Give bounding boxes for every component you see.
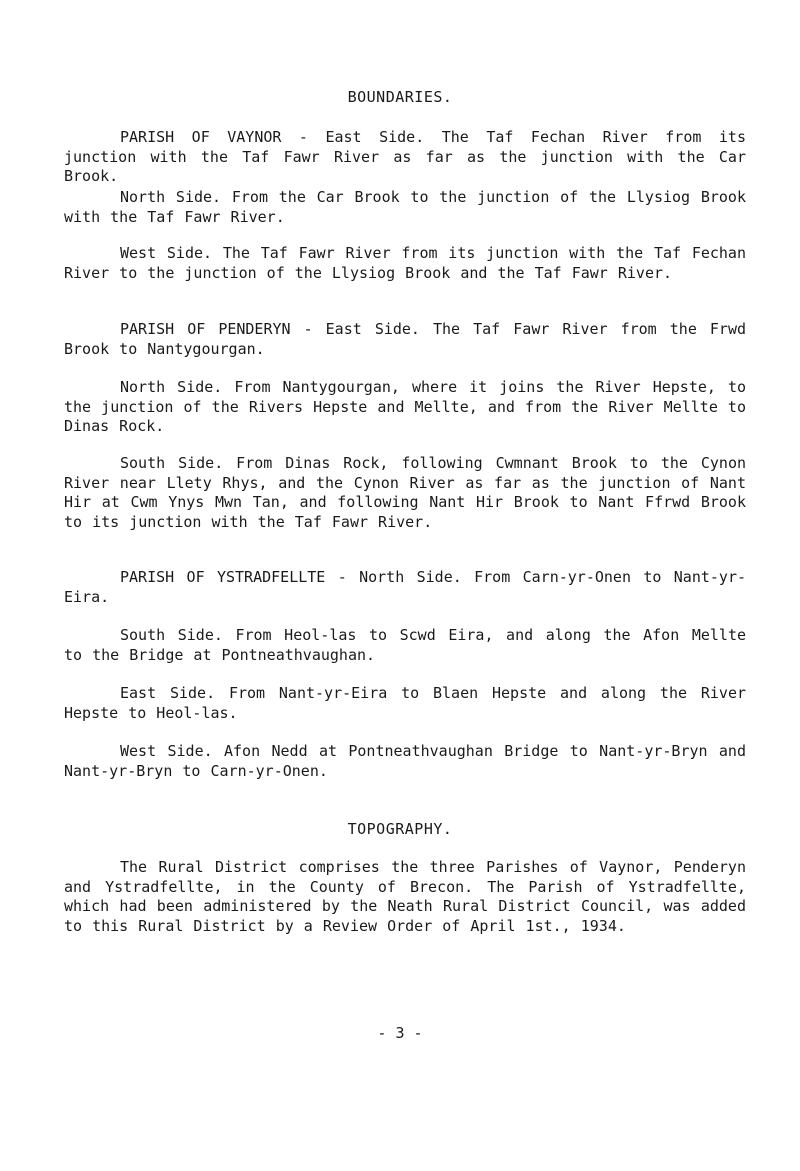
- vaynor-west-side-paragraph: West Side. The Taf Fawr River from its junction with the Taf Fechan River to the junction of the Llysiog Brook and the Taf Fawr River.: [64, 244, 746, 282]
- boundaries-heading: BOUNDARIES.: [347, 88, 453, 106]
- penderyn-north-side-paragraph: North Side. From Nantygourgan, where it joins the River Hepste, to the junction of the Rivers Hepste and Mellte, and from the River Mellte to Dinas Rock.: [64, 378, 746, 435]
- penderyn-south-side-paragraph: South Side. From Dinas Rock, following Cwmnant Brook to the Cynon River near Llety Rhys, and the Cynon River as far as the junction of Nant Hir at Cwm Ynys Mwn Tan, and following Nant Hir Brook to Nant Ffrwd Brook to its junction with the Taf Fawr River.: [64, 454, 746, 531]
- ystradfellte-north-side-paragraph: PARISH OF YSTRADFELLTE - North Side. From Carn-yr-Onen to Nant-yr-Eira.: [64, 568, 746, 606]
- topography-paragraph: The Rural District comprises the three Parishes of Vaynor, Penderyn and Ystradfellte, in the County of Brecon. The Parish of Ystradfellte, which had been administered by the Neath Rural District Council, was added to this Rural District by a Review Order of April 1st., 1934.: [64, 858, 746, 935]
- vaynor-north-side-paragraph: North Side. From the Car Brook to the junction of the Llysiog Brook with the Taf Fawr River.: [64, 188, 746, 226]
- vaynor-east-side-paragraph: PARISH OF VAYNOR - East Side. The Taf Fechan River from its junction with the Taf Fawr River as far as the junction with the Car Brook.: [64, 128, 746, 185]
- page-number: - 3 -: [377, 1024, 423, 1042]
- ystradfellte-south-side-paragraph: South Side. From Heol-las to Scwd Eira, and along the Afon Mellte to the Bridge at Pontneathvaughan.: [64, 626, 746, 664]
- penderyn-east-side-paragraph: PARISH OF PENDERYN - East Side. The Taf Fawr River from the Frwd Brook to Nantygourgan.: [64, 320, 746, 358]
- ystradfellte-west-side-paragraph: West Side. Afon Nedd at Pontneathvaughan Bridge to Nant-yr-Bryn and Nant-yr-Bryn to Carn-yr-Onen.: [64, 742, 746, 780]
- ystradfellte-east-side-paragraph: East Side. From Nant-yr-Eira to Blaen Hepste and along the River Hepste to Heol-las.: [64, 684, 746, 722]
- topography-heading: TOPOGRAPHY.: [347, 820, 453, 838]
